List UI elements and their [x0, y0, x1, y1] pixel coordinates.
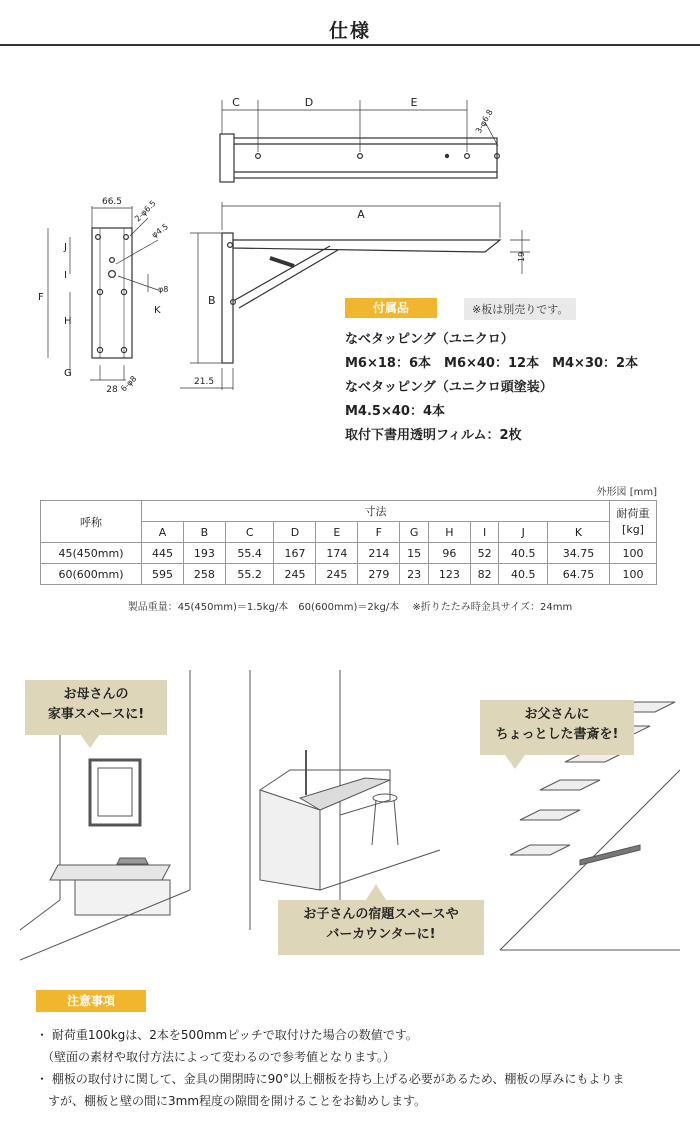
name-header: 呼称	[41, 501, 142, 543]
load-unit: [kg]	[622, 522, 644, 536]
cell: 245	[316, 564, 358, 585]
dim-hole-8: φ8	[158, 285, 169, 294]
bubble-pointer	[366, 884, 386, 900]
accessory-line: なべタッピング（ユニクロ頭塗装）	[345, 380, 553, 395]
bubble-line: お母さんの	[63, 687, 129, 702]
row-name: 45(450mm)	[41, 543, 142, 564]
spec-table	[40, 500, 657, 585]
cell: 445	[142, 543, 184, 564]
cell: 82	[470, 564, 499, 585]
load-header	[610, 501, 657, 543]
dim-letter-f: F	[38, 292, 44, 303]
cell: 52	[470, 543, 499, 564]
bubble-line: お父さんに	[524, 707, 590, 722]
cell: 174	[316, 543, 358, 564]
col-header: E	[316, 522, 358, 543]
cell: 34.75	[548, 543, 610, 564]
cell: 64.75	[548, 564, 610, 585]
bubble-line: バーカウンターに!	[326, 927, 436, 942]
cell: 258	[183, 564, 225, 585]
title-divider	[0, 44, 700, 46]
dim-base-215: 21.5	[194, 377, 215, 387]
row-name: 60(600mm)	[41, 564, 142, 585]
col-header: F	[358, 522, 400, 543]
cell: 123	[428, 564, 470, 585]
cell: 15	[400, 543, 429, 564]
dim-bottom-holes: 6-φ8	[119, 374, 139, 394]
table-row	[41, 564, 657, 585]
caution-item: （壁面の素材や取付方法によって変わるので参考値となります。）	[36, 1050, 396, 1064]
table-row	[41, 543, 657, 564]
cell: 55.4	[225, 543, 274, 564]
dim-hole-45: φ4.5	[149, 221, 170, 240]
accessory-line: M4.5×40：4本	[345, 404, 445, 419]
cell: 279	[358, 564, 400, 585]
dim-width-665: 66.5	[101, 197, 123, 207]
product-weight-note: 製品重量：45(450mm)＝1.5kg/本 60(600mm)＝2kg/本 ※折りたたみ時金具サイズ：24mm	[127, 602, 573, 613]
accessories-list	[345, 328, 685, 448]
accessory-line: 取付下書用透明フィルム：2枚	[345, 428, 522, 443]
col-header: H	[428, 522, 470, 543]
load-cell: 100	[610, 564, 657, 585]
dim-label-hole-top: 3-φ6.8	[473, 107, 495, 135]
col-header: B	[183, 522, 225, 543]
page-title: 仕様	[328, 20, 371, 42]
table-unit-label: 外形図 [mm]	[596, 487, 657, 498]
speech-bubble-father	[480, 700, 634, 755]
side-plate-view	[48, 206, 158, 380]
cell: 96	[428, 543, 470, 564]
accessory-line: なべタッピング（ユニクロ）	[345, 332, 514, 347]
speech-bubble-mother	[25, 680, 167, 735]
dim-letter-g: G	[64, 368, 72, 379]
caution-item: すが、棚板と壁の間に3mm程度の隙間を開けることをお勧めします。	[36, 1094, 427, 1108]
col-header: C	[225, 522, 274, 543]
cell: 193	[183, 543, 225, 564]
caution-tag: 注意事項	[36, 990, 146, 1012]
col-header: G	[400, 522, 429, 543]
col-header: K	[548, 522, 610, 543]
dims-header: 寸法	[142, 501, 610, 522]
dim-letter-i: I	[64, 270, 67, 281]
dim-label-e: E	[410, 96, 418, 109]
col-header: I	[470, 522, 499, 543]
cell: 55.2	[225, 564, 274, 585]
bubble-line: 家事スペースに!	[47, 707, 145, 722]
dim-letter-k: K	[154, 305, 161, 316]
cell: 40.5	[499, 564, 548, 585]
cell: 595	[142, 564, 184, 585]
cell: 23	[400, 564, 429, 585]
cell: 245	[274, 564, 316, 585]
cell: 40.5	[499, 543, 548, 564]
bubble-pointer	[80, 734, 100, 748]
cell: 214	[358, 543, 400, 564]
accessory-line: M6×18：6本 M6×40：12本 M4×30：2本	[345, 356, 639, 371]
dim-label-b: B	[208, 294, 216, 307]
caution-list	[36, 1024, 686, 1112]
col-header: A	[142, 522, 184, 543]
caution-item: ・ 耐荷重100kgは、2本を500mmピッチで取付けた場合の数値です。	[36, 1028, 418, 1042]
board-sold-separately-note: ※板は別売りです。	[464, 298, 576, 320]
col-header: J	[499, 522, 548, 543]
dim-label-c: C	[232, 96, 240, 109]
dim-label-d: D	[304, 96, 314, 109]
load-cell: 100	[610, 543, 657, 564]
accessories-tag: 付属品	[345, 298, 437, 318]
top-view	[220, 100, 499, 182]
bubble-line: ちょっとした書斎を!	[495, 727, 619, 742]
bubble-line: お子さんの宿題スペースや	[303, 907, 459, 922]
col-header: D	[274, 522, 316, 543]
bubble-pointer	[505, 755, 525, 769]
dim-offset-19: 19	[517, 251, 526, 262]
dim-bottom-width: 28	[106, 385, 118, 395]
dim-letter-h: H	[64, 316, 72, 327]
load-header-label: 耐荷重	[616, 506, 650, 520]
dim-letter-j: J	[64, 242, 67, 253]
cell: 167	[274, 543, 316, 564]
dim-holes-65: 2-φ6.5	[133, 198, 158, 224]
caution-item: ・ 棚板の取付けに関して、金具の開閉時に90°以上棚板を持ち上げる必要があるため、棚板の厚みにもよりま	[36, 1072, 625, 1086]
dim-label-a: A	[357, 208, 365, 221]
speech-bubble-child	[278, 900, 484, 955]
